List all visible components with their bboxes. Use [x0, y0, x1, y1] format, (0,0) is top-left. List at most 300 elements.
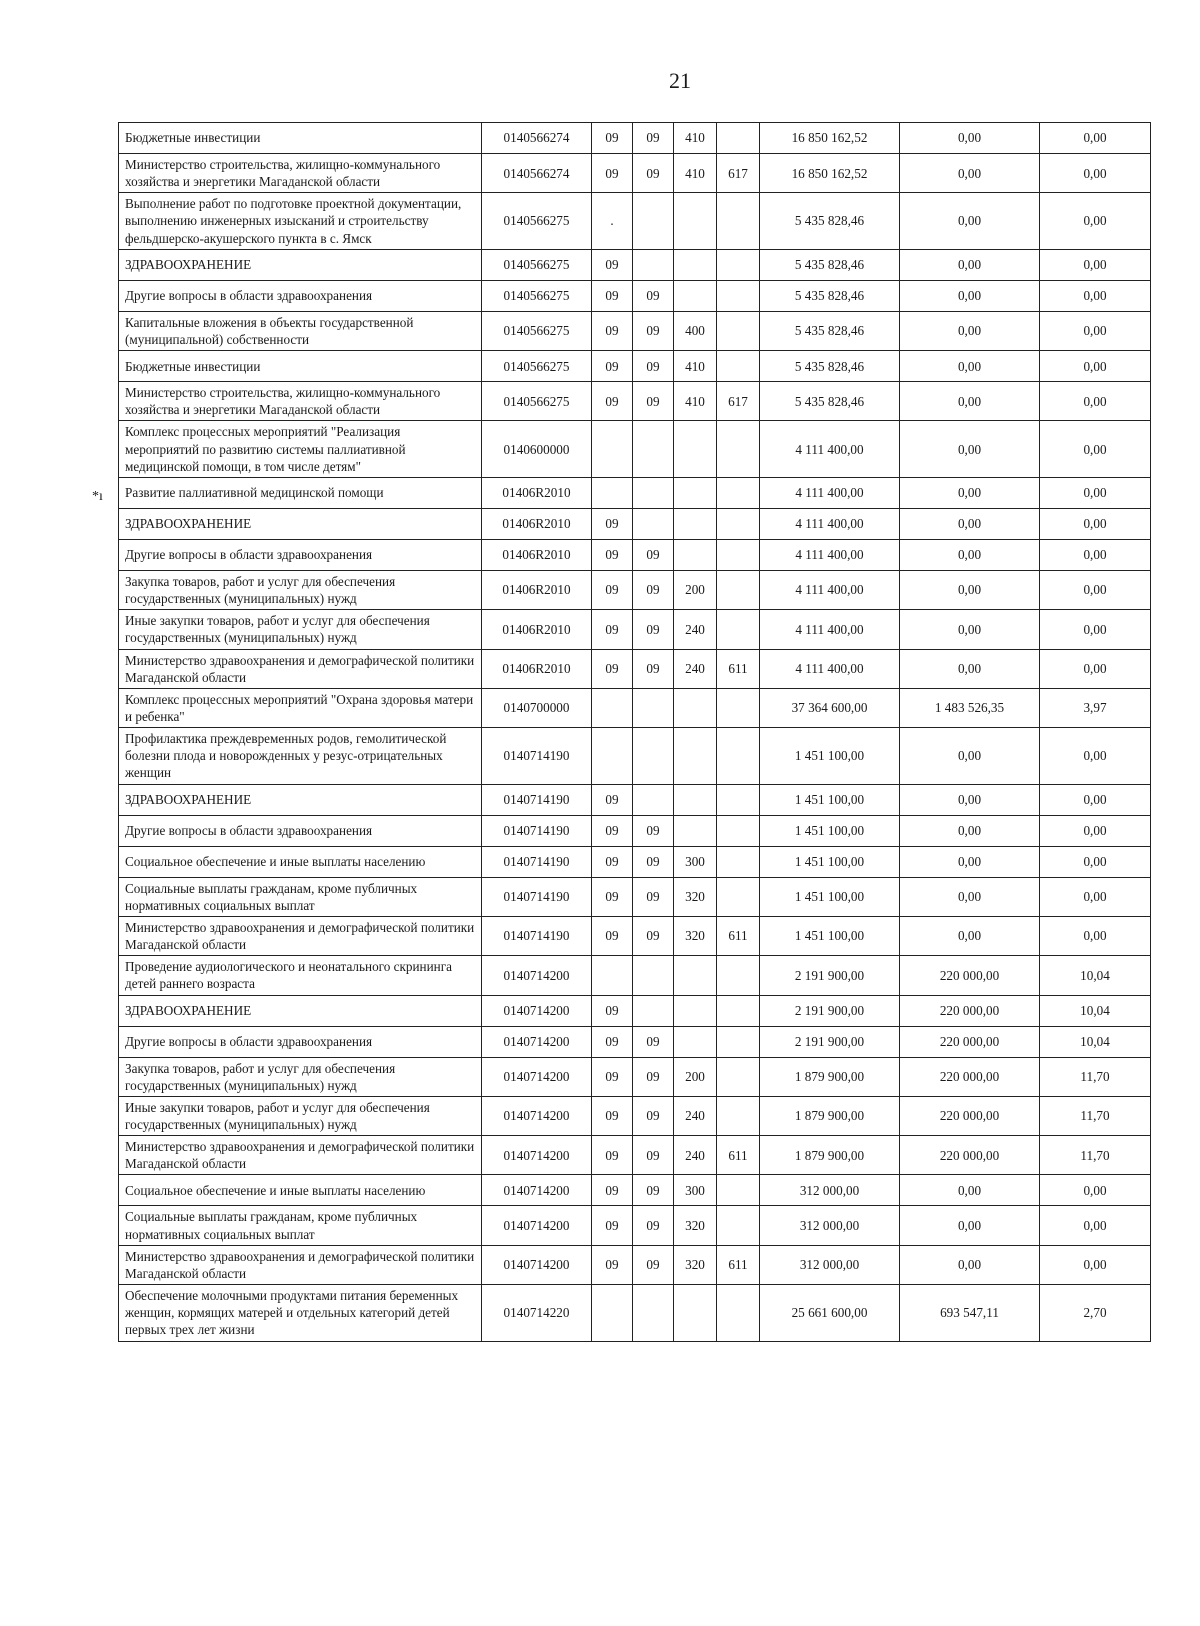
row-name-cell: Закупка товаров, работ и услуг для обеспечения государственных (муниципальных) нужд: [119, 570, 482, 609]
expense-type-cell: 240: [674, 1136, 717, 1175]
subsection-cell: 09: [633, 1026, 674, 1057]
row-name-cell: ЗДРАВООХРАНЕНИЕ: [119, 995, 482, 1026]
percent-cell: 0,00: [1040, 570, 1151, 609]
row-name-cell: Закупка товаров, работ и услуг для обеспечения государственных (муниципальных) нужд: [119, 1057, 482, 1096]
administrator-cell: 611: [717, 1136, 760, 1175]
percent-cell: 0,00: [1040, 815, 1151, 846]
percent-cell: 0,00: [1040, 1245, 1151, 1284]
percent-cell: 0,00: [1040, 477, 1151, 508]
expense-type-cell: [674, 280, 717, 311]
section-cell: 09: [592, 877, 633, 916]
target-article-cell: 0140714190: [482, 815, 592, 846]
table-row: [119, 649, 1151, 688]
expense-type-cell: 320: [674, 916, 717, 955]
administrator-cell: [717, 995, 760, 1026]
subsection-cell: [633, 193, 674, 249]
subsection-cell: 09: [633, 539, 674, 570]
row-name-cell: ЗДРАВООХРАНЕНИЕ: [119, 249, 482, 280]
row-name-cell: Капитальные вложения в объекты государственной (муниципальной) собственности: [119, 311, 482, 350]
table-row: [119, 1175, 1151, 1206]
administrator-cell: [717, 728, 760, 784]
table-row: [119, 154, 1151, 193]
expense-type-cell: 200: [674, 570, 717, 609]
expense-type-cell: 320: [674, 1245, 717, 1284]
executed-amount-cell: 0,00: [900, 382, 1040, 421]
percent-cell: 10,04: [1040, 995, 1151, 1026]
subsection-cell: 09: [633, 570, 674, 609]
row-name-cell: Социальное обеспечение и иные выплаты населению: [119, 846, 482, 877]
page-number: 21: [669, 68, 691, 93]
target-article-cell: 0140566274: [482, 123, 592, 154]
percent-cell: 0,00: [1040, 193, 1151, 249]
subsection-cell: 09: [633, 846, 674, 877]
executed-amount-cell: 220 000,00: [900, 1136, 1040, 1175]
table-row: [119, 728, 1151, 784]
percent-cell: 0,00: [1040, 508, 1151, 539]
target-article-cell: 0140714190: [482, 846, 592, 877]
subsection-cell: 09: [633, 123, 674, 154]
expense-type-cell: 320: [674, 1206, 717, 1245]
planned-amount-cell: 4 111 400,00: [760, 570, 900, 609]
section-cell: 09: [592, 280, 633, 311]
table-row: [119, 508, 1151, 539]
table-row: [119, 610, 1151, 649]
executed-amount-cell: 0,00: [900, 351, 1040, 382]
administrator-cell: [717, 280, 760, 311]
section-cell: 09: [592, 846, 633, 877]
expense-type-cell: 240: [674, 610, 717, 649]
administrator-cell: [717, 1206, 760, 1245]
row-name-cell: Министерство здравоохранения и демографической политики Магаданской области: [119, 916, 482, 955]
administrator-cell: [717, 815, 760, 846]
table-row: [119, 784, 1151, 815]
expense-type-cell: [674, 956, 717, 995]
subsection-cell: 09: [633, 1206, 674, 1245]
executed-amount-cell: 0,00: [900, 193, 1040, 249]
executed-amount-cell: 220 000,00: [900, 956, 1040, 995]
subsection-cell: 09: [633, 280, 674, 311]
planned-amount-cell: 5 435 828,46: [760, 311, 900, 350]
table-row: [119, 1245, 1151, 1284]
percent-cell: 0,00: [1040, 916, 1151, 955]
executed-amount-cell: 0,00: [900, 877, 1040, 916]
row-name-cell: ЗДРАВООХРАНЕНИЕ: [119, 784, 482, 815]
administrator-cell: [717, 956, 760, 995]
row-name-cell: Министерство здравоохранения и демографической политики Магаданской области: [119, 649, 482, 688]
target-article-cell: 0140714190: [482, 728, 592, 784]
administrator-cell: [717, 688, 760, 727]
section-cell: 09: [592, 539, 633, 570]
subsection-cell: 09: [633, 351, 674, 382]
section-cell: [592, 956, 633, 995]
table-row: [119, 688, 1151, 727]
margin-mark: *ı: [92, 489, 103, 504]
executed-amount-cell: 0,00: [900, 123, 1040, 154]
target-article-cell: 0140566274: [482, 154, 592, 193]
administrator-cell: 617: [717, 382, 760, 421]
subsection-cell: 09: [633, 1096, 674, 1135]
subsection-cell: 09: [633, 877, 674, 916]
table-row: [119, 1136, 1151, 1175]
subsection-cell: [633, 956, 674, 995]
administrator-cell: [717, 610, 760, 649]
row-name-cell: Другие вопросы в области здравоохранения: [119, 539, 482, 570]
subsection-cell: 09: [633, 1245, 674, 1284]
row-name-cell: Иные закупки товаров, работ и услуг для обеспечения государственных (муниципальных) нужд: [119, 610, 482, 649]
target-article-cell: 0140714200: [482, 1245, 592, 1284]
section-cell: 09: [592, 123, 633, 154]
percent-cell: 10,04: [1040, 956, 1151, 995]
expense-type-cell: 410: [674, 351, 717, 382]
section-cell: 09: [592, 154, 633, 193]
percent-cell: 0,00: [1040, 311, 1151, 350]
administrator-cell: 611: [717, 1245, 760, 1284]
administrator-cell: [717, 1285, 760, 1341]
section-cell: 09: [592, 916, 633, 955]
expense-type-cell: 320: [674, 877, 717, 916]
percent-cell: 0,00: [1040, 539, 1151, 570]
row-name-cell: Бюджетные инвестиции: [119, 123, 482, 154]
planned-amount-cell: 312 000,00: [760, 1175, 900, 1206]
table-body: [119, 123, 1151, 1342]
planned-amount-cell: 5 435 828,46: [760, 249, 900, 280]
row-name-cell: Министерство здравоохранения и демографической политики Магаданской области: [119, 1245, 482, 1284]
row-name-cell: Другие вопросы в области здравоохранения: [119, 280, 482, 311]
planned-amount-cell: 1 451 100,00: [760, 728, 900, 784]
section-cell: 09: [592, 1057, 633, 1096]
table-row: [119, 1285, 1151, 1341]
percent-cell: 0,00: [1040, 421, 1151, 477]
expense-type-cell: [674, 508, 717, 539]
subsection-cell: 09: [633, 610, 674, 649]
row-name-cell: Проведение аудиологического и неонатального скрининга детей раннего возраста: [119, 956, 482, 995]
expense-type-cell: [674, 688, 717, 727]
row-name-cell: Министерство строительства, жилищно-коммунального хозяйства и энергетики Магаданской области: [119, 154, 482, 193]
target-article-cell: 01406R2010: [482, 570, 592, 609]
table-row: [119, 1057, 1151, 1096]
table-row: [119, 123, 1151, 154]
row-name-cell: Развитие паллиативной медицинской помощи: [119, 477, 482, 508]
percent-cell: 0,00: [1040, 728, 1151, 784]
section-cell: 09: [592, 1175, 633, 1206]
expense-type-cell: 240: [674, 1096, 717, 1135]
target-article-cell: 0140714200: [482, 1136, 592, 1175]
subsection-cell: [633, 477, 674, 508]
section-cell: 09: [592, 815, 633, 846]
planned-amount-cell: 312 000,00: [760, 1245, 900, 1284]
expense-type-cell: [674, 421, 717, 477]
subsection-cell: 09: [633, 1057, 674, 1096]
section-cell: 09: [592, 508, 633, 539]
executed-amount-cell: 0,00: [900, 846, 1040, 877]
target-article-cell: 01406R2010: [482, 508, 592, 539]
target-article-cell: 0140566275: [482, 249, 592, 280]
administrator-cell: [717, 1057, 760, 1096]
executed-amount-cell: 1 483 526,35: [900, 688, 1040, 727]
section-cell: 09: [592, 249, 633, 280]
section-cell: 09: [592, 351, 633, 382]
subsection-cell: [633, 508, 674, 539]
row-name-cell: Обеспечение молочными продуктами питания беременных женщин, кормящих матерей и отдельных категорий детей первых трех лет жизни: [119, 1285, 482, 1341]
planned-amount-cell: 5 435 828,46: [760, 280, 900, 311]
administrator-cell: [717, 311, 760, 350]
executed-amount-cell: 0,00: [900, 1245, 1040, 1284]
section-cell: 09: [592, 382, 633, 421]
subsection-cell: [633, 688, 674, 727]
percent-cell: 0,00: [1040, 154, 1151, 193]
executed-amount-cell: 220 000,00: [900, 1096, 1040, 1135]
table-row: [119, 570, 1151, 609]
target-article-cell: 0140714220: [482, 1285, 592, 1341]
table-row: [119, 1026, 1151, 1057]
section-cell: 09: [592, 311, 633, 350]
administrator-cell: [717, 193, 760, 249]
target-article-cell: 0140714200: [482, 1206, 592, 1245]
section-cell: 09: [592, 1136, 633, 1175]
percent-cell: 0,00: [1040, 610, 1151, 649]
percent-cell: 0,00: [1040, 382, 1151, 421]
row-name-cell: Министерство строительства, жилищно-коммунального хозяйства и энергетики Магаданской области: [119, 382, 482, 421]
subsection-cell: 09: [633, 815, 674, 846]
percent-cell: 11,70: [1040, 1136, 1151, 1175]
table-row: [119, 421, 1151, 477]
target-article-cell: 0140714200: [482, 1057, 592, 1096]
table-row: [119, 193, 1151, 249]
section-cell: [592, 421, 633, 477]
planned-amount-cell: 1 879 900,00: [760, 1136, 900, 1175]
executed-amount-cell: 0,00: [900, 154, 1040, 193]
row-name-cell: Другие вопросы в области здравоохранения: [119, 815, 482, 846]
table-row: [119, 477, 1151, 508]
planned-amount-cell: 2 191 900,00: [760, 1026, 900, 1057]
percent-cell: 11,70: [1040, 1057, 1151, 1096]
target-article-cell: 0140566275: [482, 311, 592, 350]
subsection-cell: [633, 249, 674, 280]
row-name-cell: Социальные выплаты гражданам, кроме публичных нормативных социальных выплат: [119, 877, 482, 916]
table-row: [119, 311, 1151, 350]
planned-amount-cell: 4 111 400,00: [760, 477, 900, 508]
target-article-cell: 0140714190: [482, 916, 592, 955]
expense-type-cell: [674, 784, 717, 815]
percent-cell: 10,04: [1040, 1026, 1151, 1057]
executed-amount-cell: 220 000,00: [900, 995, 1040, 1026]
row-name-cell: Иные закупки товаров, работ и услуг для обеспечения государственных (муниципальных) нужд: [119, 1096, 482, 1135]
row-name-cell: Другие вопросы в области здравоохранения: [119, 1026, 482, 1057]
executed-amount-cell: 0,00: [900, 477, 1040, 508]
row-name-cell: Социальное обеспечение и иные выплаты населению: [119, 1175, 482, 1206]
executed-amount-cell: 0,00: [900, 1206, 1040, 1245]
planned-amount-cell: 5 435 828,46: [760, 193, 900, 249]
planned-amount-cell: 1 879 900,00: [760, 1057, 900, 1096]
table-row: [119, 1206, 1151, 1245]
planned-amount-cell: 4 111 400,00: [760, 539, 900, 570]
administrator-cell: [717, 539, 760, 570]
executed-amount-cell: 0,00: [900, 539, 1040, 570]
percent-cell: 0,00: [1040, 351, 1151, 382]
percent-cell: 0,00: [1040, 784, 1151, 815]
row-name-cell: Комплекс процессных мероприятий "Реализация мероприятий по развитию системы паллиативной медицинской помощи, в том числе детям": [119, 421, 482, 477]
target-article-cell: 0140714200: [482, 1026, 592, 1057]
expense-type-cell: [674, 815, 717, 846]
planned-amount-cell: 5 435 828,46: [760, 382, 900, 421]
section-cell: [592, 688, 633, 727]
executed-amount-cell: 0,00: [900, 610, 1040, 649]
planned-amount-cell: 1 451 100,00: [760, 877, 900, 916]
planned-amount-cell: 5 435 828,46: [760, 351, 900, 382]
executed-amount-cell: 0,00: [900, 815, 1040, 846]
table-row: [119, 995, 1151, 1026]
target-article-cell: 0140714200: [482, 1096, 592, 1135]
percent-cell: 2,70: [1040, 1285, 1151, 1341]
planned-amount-cell: 37 364 600,00: [760, 688, 900, 727]
subsection-cell: [633, 1285, 674, 1341]
planned-amount-cell: 312 000,00: [760, 1206, 900, 1245]
subsection-cell: 09: [633, 916, 674, 955]
target-article-cell: 01406R2010: [482, 539, 592, 570]
expense-type-cell: [674, 1026, 717, 1057]
target-article-cell: 0140714200: [482, 995, 592, 1026]
table-row: [119, 815, 1151, 846]
target-article-cell: 01406R2010: [482, 649, 592, 688]
executed-amount-cell: 0,00: [900, 311, 1040, 350]
section-cell: 09: [592, 1206, 633, 1245]
expense-type-cell: 300: [674, 1175, 717, 1206]
subsection-cell: 09: [633, 382, 674, 421]
target-article-cell: 0140714200: [482, 1175, 592, 1206]
administrator-cell: 611: [717, 649, 760, 688]
target-article-cell: 0140714200: [482, 956, 592, 995]
row-name-cell: Комплекс процессных мероприятий "Охрана здоровья матери и ребенка": [119, 688, 482, 727]
percent-cell: 0,00: [1040, 123, 1151, 154]
table-row: [119, 382, 1151, 421]
planned-amount-cell: 1 451 100,00: [760, 784, 900, 815]
executed-amount-cell: 0,00: [900, 649, 1040, 688]
expense-type-cell: [674, 477, 717, 508]
section-cell: 09: [592, 784, 633, 815]
section-cell: [592, 728, 633, 784]
subsection-cell: [633, 995, 674, 1026]
expense-type-cell: 240: [674, 649, 717, 688]
planned-amount-cell: 16 850 162,52: [760, 154, 900, 193]
expense-type-cell: 400: [674, 311, 717, 350]
executed-amount-cell: 693 547,11: [900, 1285, 1040, 1341]
percent-cell: 3,97: [1040, 688, 1151, 727]
budget-table: [118, 122, 1151, 1342]
target-article-cell: 01406R2010: [482, 477, 592, 508]
section-cell: 09: [592, 995, 633, 1026]
percent-cell: 0,00: [1040, 877, 1151, 916]
planned-amount-cell: 1 879 900,00: [760, 1096, 900, 1135]
expense-type-cell: 200: [674, 1057, 717, 1096]
expense-type-cell: [674, 1285, 717, 1341]
target-article-cell: 0140714190: [482, 784, 592, 815]
executed-amount-cell: 0,00: [900, 1175, 1040, 1206]
executed-amount-cell: 0,00: [900, 728, 1040, 784]
executed-amount-cell: 0,00: [900, 784, 1040, 815]
executed-amount-cell: 0,00: [900, 421, 1040, 477]
table-row: [119, 916, 1151, 955]
percent-cell: 0,00: [1040, 1175, 1151, 1206]
expense-type-cell: [674, 995, 717, 1026]
subsection-cell: [633, 784, 674, 815]
administrator-cell: [717, 1175, 760, 1206]
target-article-cell: 0140600000: [482, 421, 592, 477]
planned-amount-cell: 2 191 900,00: [760, 995, 900, 1026]
section-cell: 09: [592, 1245, 633, 1284]
administrator-cell: [717, 846, 760, 877]
expense-type-cell: [674, 539, 717, 570]
percent-cell: 0,00: [1040, 649, 1151, 688]
planned-amount-cell: 2 191 900,00: [760, 956, 900, 995]
expense-type-cell: [674, 728, 717, 784]
section-cell: 09: [592, 649, 633, 688]
executed-amount-cell: 0,00: [900, 570, 1040, 609]
expense-type-cell: [674, 249, 717, 280]
administrator-cell: [717, 123, 760, 154]
section-cell: .: [592, 193, 633, 249]
table-row: [119, 956, 1151, 995]
row-name-cell: Министерство здравоохранения и демографической политики Магаданской области: [119, 1136, 482, 1175]
administrator-cell: [717, 570, 760, 609]
administrator-cell: [717, 421, 760, 477]
executed-amount-cell: 220 000,00: [900, 1026, 1040, 1057]
target-article-cell: 0140566275: [482, 280, 592, 311]
subsection-cell: 09: [633, 649, 674, 688]
executed-amount-cell: 0,00: [900, 916, 1040, 955]
administrator-cell: [717, 508, 760, 539]
planned-amount-cell: 1 451 100,00: [760, 815, 900, 846]
section-cell: 09: [592, 1026, 633, 1057]
subsection-cell: [633, 421, 674, 477]
table-row: [119, 1096, 1151, 1135]
percent-cell: 0,00: [1040, 846, 1151, 877]
expense-type-cell: 410: [674, 154, 717, 193]
administrator-cell: [717, 1096, 760, 1135]
table-row: [119, 249, 1151, 280]
subsection-cell: 09: [633, 1175, 674, 1206]
section-cell: [592, 477, 633, 508]
subsection-cell: [633, 728, 674, 784]
executed-amount-cell: 220 000,00: [900, 1057, 1040, 1096]
table-row: [119, 846, 1151, 877]
expense-type-cell: 300: [674, 846, 717, 877]
expense-type-cell: [674, 193, 717, 249]
subsection-cell: 09: [633, 154, 674, 193]
executed-amount-cell: 0,00: [900, 508, 1040, 539]
target-article-cell: 0140566275: [482, 382, 592, 421]
planned-amount-cell: 1 451 100,00: [760, 846, 900, 877]
administrator-cell: [717, 877, 760, 916]
planned-amount-cell: 1 451 100,00: [760, 916, 900, 955]
target-article-cell: 0140566275: [482, 193, 592, 249]
administrator-cell: 617: [717, 154, 760, 193]
administrator-cell: [717, 784, 760, 815]
table-row: [119, 351, 1151, 382]
expense-type-cell: 410: [674, 382, 717, 421]
planned-amount-cell: 25 661 600,00: [760, 1285, 900, 1341]
expense-type-cell: 410: [674, 123, 717, 154]
planned-amount-cell: 4 111 400,00: [760, 610, 900, 649]
percent-cell: 0,00: [1040, 1206, 1151, 1245]
percent-cell: 0,00: [1040, 280, 1151, 311]
row-name-cell: Социальные выплаты гражданам, кроме публичных нормативных социальных выплат: [119, 1206, 482, 1245]
subsection-cell: 09: [633, 1136, 674, 1175]
table-row: [119, 877, 1151, 916]
row-name-cell: Профилактика преждевременных родов, гемолитической болезни плода и новорожденных у резус-отрицательных женщин: [119, 728, 482, 784]
table-row: [119, 280, 1151, 311]
target-article-cell: 01406R2010: [482, 610, 592, 649]
percent-cell: 0,00: [1040, 249, 1151, 280]
